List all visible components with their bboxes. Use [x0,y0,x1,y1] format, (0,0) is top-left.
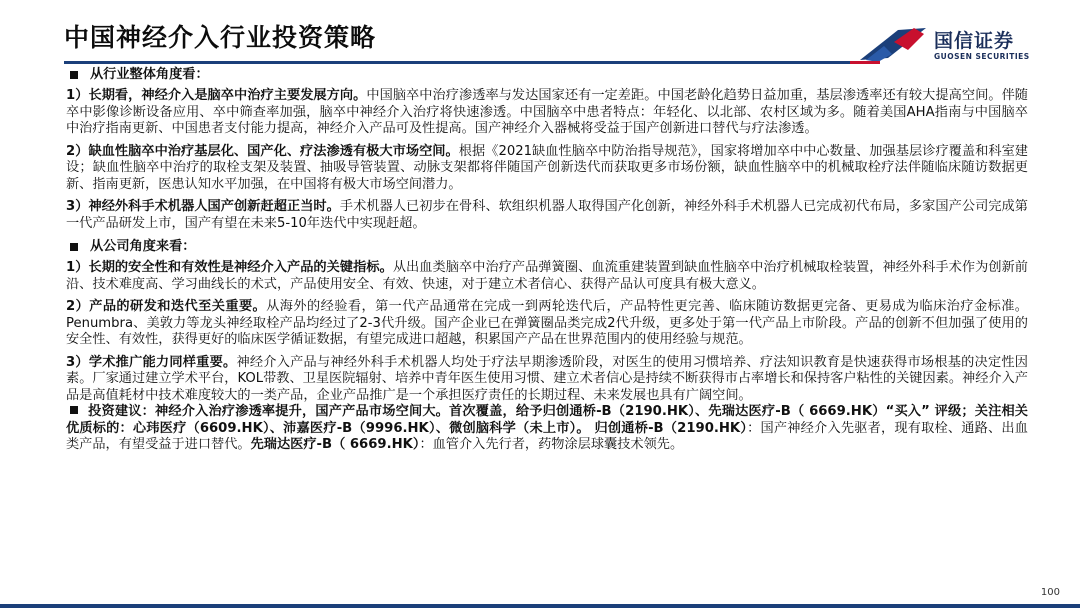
point-lead: 1）长期的安全性和有效性是神经介入产品的关键指标。 [66,260,393,275]
point-body: 根据《2021缺血性脑卒中防治指导规范》，国家将增加卒中中心数量、加强基层诊疗覆盖和科室建设；缺血性脑卒中治疗的取栓支架及装置、抽吸导管装置、动脉支架都将伴随国产创新迭代而获取更多市场份额，缺血性脑卒中的机械取栓疗法伴随临床随访数据更新、指南更新，医患认知水平加强，在中国将有极大市场空间潜力。 [66,143,1028,192]
section-heading-company [66,238,1028,256]
industry-point-1 [66,88,1028,138]
company-point-3 [66,355,1028,405]
point-body: 手术机器人已初步在骨科、软组织机器人取得国产化创新，神经外科手术机器人已完成初代布局，多家国产公司完成第一代产品研发上市，国产有望在未来5-10年迭代中实现赶超。 [66,199,1028,231]
bullet-square-icon [70,406,78,414]
logo-chinese-name: 国信证券 [934,30,1015,52]
page-title: 中国神经介入行业投资策略 [64,23,377,52]
page-number: 100 [1040,587,1060,598]
point-lead: 2）缺血性脑卒中治疗基层化、国产化、疗法渗透有极大市场空间。 [66,143,459,159]
point-lead: 1）长期看，神经介入是脑卒中治疗主要发展方向。 [66,88,367,103]
investment-mid: ：国产神经介入先驱者，现有取栓、通路、出血类产品，有望受益于进口替代。 [66,420,1028,452]
bullet-square-icon [70,71,78,79]
header-divider-accent [850,61,880,64]
point-lead: 3）学术推广能力同样重要。 [66,354,237,370]
point-lead: 3）神经外科手术机器人国产创新赶超正当时。 [66,199,340,214]
investment-lead: 投资建议：神经介入治疗渗透率提升，国产产品市场空间大。首次覆盖，给予归创通桥-B（2190.HK）、先瑞达医疗-B（ 6669.HK）“买入” 评级；关注相关优质标的：心玮医疗（6609.HK）、沛嘉医疗-B（9996.HK）、微创脑科学（未上市）。 归创通桥-B（2190.HK） [66,404,1028,436]
guosen-logo-icon [858,24,928,64]
company-logo [858,22,1038,66]
industry-point-2 [66,144,1028,194]
investment-lead-2: 先瑞达医疗-B（ 6669.HK） [250,437,420,452]
header-divider [64,61,852,64]
company-point-1 [66,260,1028,293]
bullet-square-icon [70,243,78,251]
point-body: 神经介入产品与神经外科手术机器人均处于疗法早期渗透阶段，对医生的使用习惯培养、疗法知识教育是快速获得市场根基的决定性因素。厂家通过建立学术平台，KOL带教、卫星医院辐射、培养中青年医生使用习惯、建立术者信心是持续不断获得市占率增长和保持客户粘性的关键因素。神经介入产品是高值耗材中技术难度较大的一类产品，企业产品推广是一个承担医疗责任的长期过程、未来发展也具有广阔空间。 [66,354,1028,403]
footer-bar [0,604,1080,608]
section-heading-industry [66,66,1028,84]
point-body: 从出血类脑卒中治疗产品弹簧圈、血流重建装置到缺血性脑卒中治疗机械取栓装置，神经外科手术作为创新前沿、技术难度高、学习曲线长的术式，产品使用安全、有效、快速，对于建立术者信心、获得产品认可度具有极大意义。 [66,260,1028,292]
company-point-2 [66,299,1028,349]
main-content [66,66,1028,454]
investment-advice [66,404,1028,454]
logo-english-name: GUOSEN SECURITIES [934,52,1030,61]
point-body: 中国脑卒中治疗渗透率与发达国家还有一定差距。中国老龄化趋势日益加重，基层渗透率还有较大提高空间。伴随卒中影像诊断设备应用、卒中筛查率加强，脑卒中神经介入治疗将快速渗透。中国脑卒中患者特点：年轻化、以北部、农村区域为多。随着美国AHA指南与中国脑卒中治疗指南更新、中国患者支付能力提高，神经介入产品可及性提高。国产神经介入器械将受益于国产创新进口替代与疗法渗透。 [66,88,1028,136]
point-lead: 2）产品的研发和迭代至关重要。 [66,299,267,314]
industry-point-3 [66,199,1028,232]
section-heading-text: 从公司角度来看： [90,238,196,254]
investment-tail: ：血管介入先行者，药物涂层球囊技术领先。 [419,437,684,452]
section-heading-text: 从行业整体角度看： [90,66,209,82]
point-body: 从海外的经验看，第一代产品通常在完成一到两轮迭代后，产品特性更完善、临床随访数据更完备、更易成为临床治疗金标准。Penumbra、美敦力等龙头神经取栓产品均经过了2-3代升级。国产企业已在弹簧圈品类完成2代升级，更多处于第一代产品上市阶段。产品的创新不但加强了使用的安全性、有效性，获得更好的临床医学循证数据，有望完成进口超越，积累国产产品在世界范围内的使用经验与规范。 [66,299,1028,347]
